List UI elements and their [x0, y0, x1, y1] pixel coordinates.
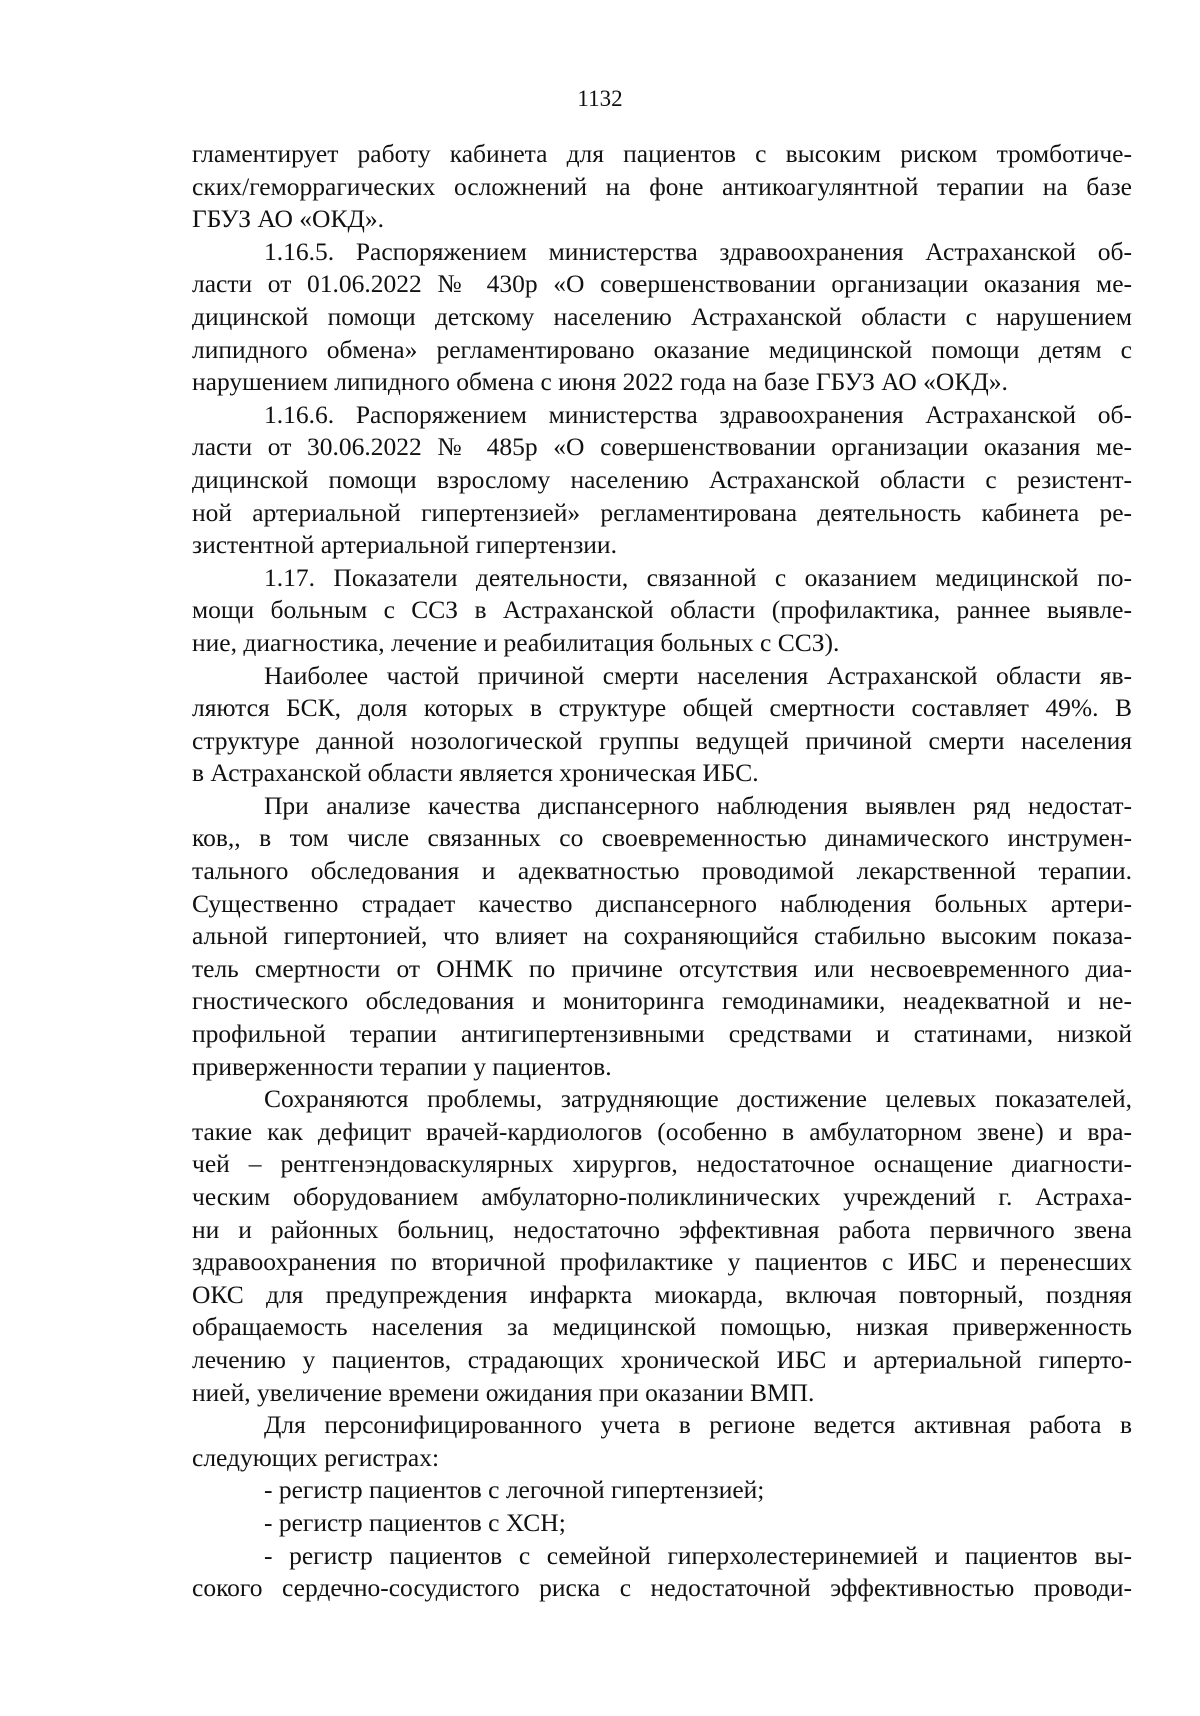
- paragraph-1-16-6: [192, 399, 1132, 562]
- text-line: гламентирует работу кабинета для пациентов с высоким риском тромботиче-: [192, 139, 1132, 168]
- text-line: приверженности терапии у пациентов.: [192, 1051, 612, 1081]
- paragraph-continuation: [192, 138, 1132, 236]
- text-line: ческим оборудованием амбулаторно-поликлинических учреждений г. Астраха-: [192, 1182, 1132, 1211]
- paragraph-1-17: [192, 562, 1132, 660]
- text-line: дицинской помощи взрослому населению Астраханской области с резистент-: [192, 464, 1132, 494]
- text-line: ляются БСК, доля которых в структуре общей смертности составляет 49%. В: [192, 693, 1132, 723]
- list-item-chf-registry: [192, 1507, 1132, 1540]
- text-line: в Астраханской области является хроническая ИБС.: [192, 758, 759, 788]
- text-line: обращаемость населения за медицинской помощью, низкая приверженность: [192, 1312, 1132, 1342]
- page-number: 1132: [577, 86, 623, 111]
- text-line: ских/геморрагических осложнений на фоне антикоагулянтной терапии на базе: [192, 171, 1132, 201]
- text-line: нией, увеличение времени ожидания при оказании ВМП.: [192, 1377, 815, 1407]
- text-line: 1.17. Показатели деятельности, связанной с оказанием медицинской по-: [264, 562, 1132, 592]
- text-line: дицинской помощи детскому населению Астраханской области с нарушением: [192, 301, 1132, 331]
- text-line: ласти от 01.06.2022 № 430р «О совершенствовании организации оказания ме-: [192, 269, 1132, 299]
- text-line: ГБУЗ АО «ОКД».: [192, 204, 384, 234]
- paragraph-1-16-5: [192, 236, 1132, 399]
- text-line: структуре данной нозологической группы ведущей причиной смерти населения: [192, 725, 1132, 755]
- text-line: профильной терапии антигипертензивными средствами и статинами, низкой: [192, 1019, 1132, 1049]
- text-line: чей – рентгенэндоваскулярных хирургов, недостаточное оснащение диагности-: [192, 1149, 1132, 1179]
- text-line: следующих регистрах:: [192, 1442, 440, 1472]
- text-line: Для персонифицированного учета в регионе ведется активная работа в: [264, 1410, 1132, 1440]
- document-body: [192, 138, 1132, 1605]
- text-line: тального обследования и адекватностью проводимой лекарственной терапии.: [192, 856, 1132, 886]
- text-line: - регистр пациентов с легочной гипертензией;: [264, 1475, 765, 1505]
- text-line: Сохраняются проблемы, затрудняющие достижение целевых показателей,: [264, 1084, 1132, 1114]
- text-line: Наиболее частой причиной смерти населения Астраханской области яв-: [264, 660, 1132, 690]
- text-line: ни и районных больниц, недостаточно эффективная работа первичного звена: [192, 1214, 1132, 1244]
- text-line: гностического обследования и мониторинга гемодинамики, неадекватной и не-: [192, 986, 1132, 1016]
- text-line: При анализе качества диспансерного наблюдения выявлен ряд недостат-: [264, 790, 1132, 820]
- list-item-pulmonary-hypertension-registry: [192, 1474, 1132, 1507]
- paragraph-dispensary-analysis: [192, 790, 1132, 1083]
- list-item-hypercholesterolemia-registry: [192, 1540, 1132, 1605]
- text-line: ной артериальной гипертензией» регламентирована деятельность кабинета ре-: [192, 497, 1132, 527]
- text-line: ков,, в том числе связанных со своевременностью динамического инструмен-: [192, 823, 1132, 853]
- text-line: - регистр пациентов с семейной гиперхолестеринемией и пациентов вы-: [264, 1540, 1132, 1570]
- text-line: тель смертности от ОНМК по причине отсутствия или несвоевременного диа-: [192, 953, 1132, 983]
- text-line: мощи больным с ССЗ в Астраханской области (профилактика, раннее выявле-: [192, 595, 1132, 625]
- text-line: лечению у пациентов, страдающих хронической ИБС и артериальной гиперто-: [192, 1344, 1132, 1374]
- text-line: нарушением липидного обмена с июня 2022 года на базе ГБУЗ АО «ОКД».: [192, 367, 1008, 397]
- text-line: ние, диагностика, лечение и реабилитация больных с ССЗ).: [192, 627, 840, 657]
- text-line: ОКС для предупреждения инфаркта миокарда, включая повторный, поздняя: [192, 1279, 1132, 1309]
- paragraph-registries-intro: [192, 1409, 1132, 1474]
- text-line: 1.16.5. Распоряжением министерства здравоохранения Астраханской об-: [264, 236, 1132, 266]
- paragraph-problems: [192, 1083, 1132, 1409]
- text-line: здравоохранения по вторичной профилактике у пациентов с ИБС и перенесших: [192, 1247, 1132, 1277]
- text-line: ласти от 30.06.2022 № 485р «О совершенствовании организации оказания ме-: [192, 432, 1132, 462]
- text-line: альной гипертонией, что влияет на сохраняющийся стабильно высоким показа-: [192, 921, 1132, 951]
- text-line: - регистр пациентов с ХСН;: [264, 1507, 566, 1537]
- text-line: липидного обмена» регламентировано оказание медицинской помощи детям с: [192, 334, 1132, 364]
- text-line: Существенно страдает качество диспансерного наблюдения больных артери-: [192, 888, 1132, 918]
- text-line: такие как дефицит врачей-кардиологов (особенно в амбулаторном звене) и вра-: [192, 1116, 1132, 1146]
- text-line: зистентной артериальной гипертензии.: [192, 530, 617, 560]
- text-line: сокого сердечно-сосудистого риска с недостаточной эффективностью проводи-: [192, 1573, 1132, 1603]
- paragraph-mortality: [192, 660, 1132, 790]
- text-line: 1.16.6. Распоряжением министерства здравоохранения Астраханской об-: [264, 399, 1132, 429]
